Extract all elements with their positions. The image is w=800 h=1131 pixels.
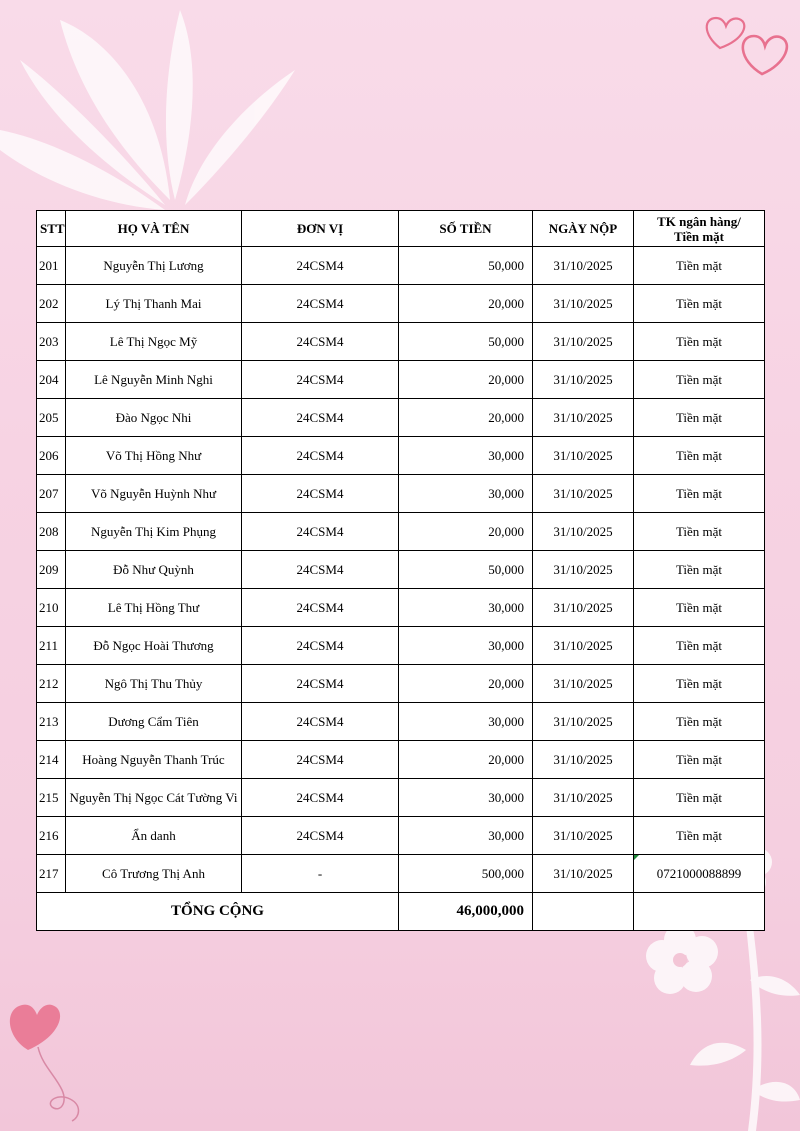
- cell-unit: 24CSM4: [242, 817, 399, 855]
- cell-name: Hoàng Nguyễn Thanh Trúc: [66, 741, 242, 779]
- cell-amount: 20,000: [399, 741, 533, 779]
- cell-date: 31/10/2025: [533, 703, 634, 741]
- cell-name: Võ Nguyễn Huỳnh Như: [66, 475, 242, 513]
- cell-name: Lý Thị Thanh Mai: [66, 285, 242, 323]
- cell-name: Đỗ Ngọc Hoài Thương: [66, 627, 242, 665]
- cell-stt: 202: [37, 285, 66, 323]
- table-row: [37, 247, 765, 285]
- table-row: [37, 285, 765, 323]
- cell-name: Nguyễn Thị Ngọc Cát Tường Vi: [66, 779, 242, 817]
- table-row: [37, 475, 765, 513]
- header-date: NGÀY NỘP: [533, 211, 634, 247]
- cell-unit: 24CSM4: [242, 551, 399, 589]
- header-account-line2: Tiền mặt: [674, 228, 724, 244]
- cell-name: Dương Cẩm Tiên: [66, 703, 242, 741]
- cell-amount: 20,000: [399, 361, 533, 399]
- cell-stt: 212: [37, 665, 66, 703]
- cell-payment-method: Tiền mặt: [634, 513, 765, 551]
- cell-date: 31/10/2025: [533, 779, 634, 817]
- cell-name: Nguyễn Thị Lương: [66, 247, 242, 285]
- cell-unit: 24CSM4: [242, 665, 399, 703]
- table-row: [37, 513, 765, 551]
- donation-table: [36, 210, 765, 931]
- cell-date: 31/10/2025: [533, 475, 634, 513]
- cell-unit: 24CSM4: [242, 741, 399, 779]
- cell-payment-method: Tiền mặt: [634, 703, 765, 741]
- cell-date: 31/10/2025: [533, 665, 634, 703]
- cell-amount: 50,000: [399, 247, 533, 285]
- cell-payment-method: Tiền mặt: [634, 741, 765, 779]
- cell-unit: 24CSM4: [242, 247, 399, 285]
- cell-unit: 24CSM4: [242, 627, 399, 665]
- cell-amount: 50,000: [399, 323, 533, 361]
- cell-amount: 30,000: [399, 817, 533, 855]
- table-row: [37, 779, 765, 817]
- cell-stt: 210: [37, 589, 66, 627]
- cell-name: Võ Thị Hồng Như: [66, 437, 242, 475]
- cell-date: 31/10/2025: [533, 855, 634, 893]
- cell-stt: 211: [37, 627, 66, 665]
- cell-unit: 24CSM4: [242, 361, 399, 399]
- cell-payment-method: Tiền mặt: [634, 361, 765, 399]
- table-row: [37, 589, 765, 627]
- cell-stt: 201: [37, 247, 66, 285]
- cell-unit: 24CSM4: [242, 703, 399, 741]
- cell-name: Ẩn danh: [66, 817, 242, 855]
- cell-name: Cô Trương Thị Anh: [66, 855, 242, 893]
- header-account-line1: TK ngân hàng/: [657, 213, 741, 229]
- total-empty-date: [533, 893, 634, 931]
- cell-unit: 24CSM4: [242, 323, 399, 361]
- cell-name: Lê Nguyễn Minh Nghi: [66, 361, 242, 399]
- cell-date: 31/10/2025: [533, 361, 634, 399]
- cell-amount: 30,000: [399, 627, 533, 665]
- cell-date: 31/10/2025: [533, 285, 634, 323]
- cell-name: Ngô Thị Thu Thủy: [66, 665, 242, 703]
- cell-date: 31/10/2025: [533, 437, 634, 475]
- cell-amount: 20,000: [399, 399, 533, 437]
- cell-name: Lê Thị Ngọc Mỹ: [66, 323, 242, 361]
- cell-stt: 217: [37, 855, 66, 893]
- cell-amount: 30,000: [399, 779, 533, 817]
- cell-unit: 24CSM4: [242, 589, 399, 627]
- cell-stt: 209: [37, 551, 66, 589]
- table-row: [37, 741, 765, 779]
- table-row: [37, 551, 765, 589]
- total-label: TỔNG CỘNG: [37, 893, 399, 931]
- cell-stt: 216: [37, 817, 66, 855]
- cell-stt: 208: [37, 513, 66, 551]
- cell-unit: 24CSM4: [242, 779, 399, 817]
- header-stt: STT: [37, 211, 66, 247]
- cell-payment-method: Tiền mặt: [634, 437, 765, 475]
- cell-date: 31/10/2025: [533, 627, 634, 665]
- header-amount: SỐ TIỀN: [399, 211, 533, 247]
- header-account: [634, 211, 765, 247]
- cell-payment-method: [634, 855, 765, 893]
- cell-date: 31/10/2025: [533, 741, 634, 779]
- cell-name: Lê Thị Hồng Thư: [66, 589, 242, 627]
- table-header-row: [37, 211, 765, 247]
- cell-amount: 30,000: [399, 475, 533, 513]
- cell-date: 31/10/2025: [533, 551, 634, 589]
- cell-amount: 50,000: [399, 551, 533, 589]
- table-row: [37, 817, 765, 855]
- cell-amount: 20,000: [399, 665, 533, 703]
- cell-amount: 500,000: [399, 855, 533, 893]
- cell-payment-method: Tiền mặt: [634, 285, 765, 323]
- table-row: [37, 703, 765, 741]
- cell-unit: 24CSM4: [242, 399, 399, 437]
- cell-name: Nguyễn Thị Kim Phụng: [66, 513, 242, 551]
- cell-date: 31/10/2025: [533, 399, 634, 437]
- cell-amount: 20,000: [399, 513, 533, 551]
- cell-date: 31/10/2025: [533, 589, 634, 627]
- total-empty-account: [634, 893, 765, 931]
- heart-balloon-icon: [0, 995, 110, 1125]
- header-name: HỌ VÀ TÊN: [66, 211, 242, 247]
- cell-payment-method: Tiền mặt: [634, 475, 765, 513]
- cell-unit: -: [242, 855, 399, 893]
- cell-payment-method: Tiền mặt: [634, 551, 765, 589]
- cell-payment-method: Tiền mặt: [634, 817, 765, 855]
- table-row: [37, 665, 765, 703]
- table-row: [37, 855, 765, 893]
- cell-date: 31/10/2025: [533, 323, 634, 361]
- cell-date: 31/10/2025: [533, 817, 634, 855]
- cell-stt: 205: [37, 399, 66, 437]
- cell-payment-method: Tiền mặt: [634, 399, 765, 437]
- cell-amount: 30,000: [399, 437, 533, 475]
- cell-stt: 207: [37, 475, 66, 513]
- cell-payment-method: Tiền mặt: [634, 323, 765, 361]
- table-row: [37, 437, 765, 475]
- cell-unit: 24CSM4: [242, 513, 399, 551]
- cell-unit: 24CSM4: [242, 475, 399, 513]
- table-row: [37, 399, 765, 437]
- cell-comment-indicator: [634, 855, 639, 860]
- cell-name: Đỗ Như Quỳnh: [66, 551, 242, 589]
- cell-amount: 30,000: [399, 703, 533, 741]
- table-row: [37, 627, 765, 665]
- cell-stt: 213: [37, 703, 66, 741]
- leaf-decoration-icon: [0, 0, 320, 230]
- cell-unit: 24CSM4: [242, 437, 399, 475]
- cell-payment-method-text: 0721000088899: [656, 865, 742, 881]
- table-row: [37, 361, 765, 399]
- total-row: [37, 893, 765, 931]
- cell-payment-method: Tiền mặt: [634, 779, 765, 817]
- cell-stt: 203: [37, 323, 66, 361]
- cell-stt: 206: [37, 437, 66, 475]
- cell-payment-method: Tiền mặt: [634, 247, 765, 285]
- donation-table-container: [36, 210, 765, 931]
- cell-unit: 24CSM4: [242, 285, 399, 323]
- cell-amount: 20,000: [399, 285, 533, 323]
- cell-payment-method: Tiền mặt: [634, 665, 765, 703]
- cell-stt: 204: [37, 361, 66, 399]
- cell-stt: 215: [37, 779, 66, 817]
- cell-payment-method: Tiền mặt: [634, 589, 765, 627]
- cell-stt: 214: [37, 741, 66, 779]
- cell-amount: 30,000: [399, 589, 533, 627]
- table-row: [37, 323, 765, 361]
- cell-payment-method: Tiền mặt: [634, 627, 765, 665]
- cell-date: 31/10/2025: [533, 513, 634, 551]
- header-unit: ĐƠN VỊ: [242, 211, 399, 247]
- total-value: 46,000,000: [399, 893, 533, 931]
- double-heart-icon: [698, 8, 794, 80]
- cell-name: Đào Ngọc Nhi: [66, 399, 242, 437]
- cell-date: 31/10/2025: [533, 247, 634, 285]
